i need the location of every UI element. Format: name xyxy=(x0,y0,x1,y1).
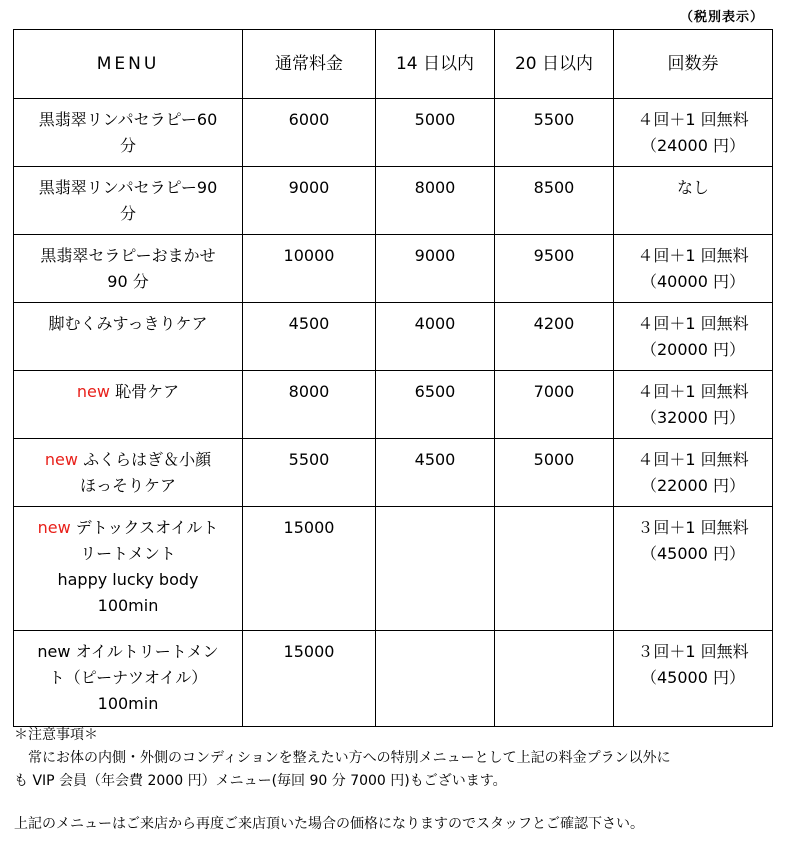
coupon-cell xyxy=(614,439,773,507)
menu-name-line: 恥骨ケア xyxy=(115,382,180,401)
menu-name-line: 100min xyxy=(97,694,159,713)
menu-name-cell xyxy=(14,631,243,727)
notes-line-3: 上記のメニューはご来店から再度ご来店頂いた場合の価格になりますのでスタッフとご確認下さい。 xyxy=(14,816,644,832)
menu-name-line: 90 分 xyxy=(107,272,149,291)
menu-name-line: オイルトリートメン xyxy=(75,642,219,661)
coupon-line: ３回＋1 回無料 xyxy=(637,518,749,537)
coupon-line: （22000 円） xyxy=(641,476,745,495)
within-14-price-cell: 9000 xyxy=(376,235,495,303)
notes-line-2: も VIP 会員（年会費 2000 円）メニュー(毎回 90 分 7000 円)もございます。 xyxy=(14,773,507,789)
within-20-price-cell: 8500 xyxy=(495,167,614,235)
menu-name-cell xyxy=(14,303,243,371)
menu-name-line: リートメント xyxy=(80,544,176,563)
menu-name-cell xyxy=(14,235,243,303)
table-row xyxy=(14,167,773,235)
coupon-line: なし xyxy=(676,178,709,197)
table-row xyxy=(14,439,773,507)
within-20-price-cell xyxy=(495,631,614,727)
coupon-line: （45000 円） xyxy=(641,668,745,687)
coupon-line: （45000 円） xyxy=(641,544,745,563)
coupon-cell xyxy=(614,631,773,727)
coupon-cell xyxy=(614,99,773,167)
within-20-price-cell: 4200 xyxy=(495,303,614,371)
within-14-price-cell xyxy=(376,631,495,727)
menu-name-line: 分 xyxy=(119,204,136,223)
menu-name-line: ふくらはぎ＆小顔 xyxy=(83,450,212,469)
menu-name-line: 黒翡翠セラピーおまかせ xyxy=(40,246,216,265)
within-14-price-cell: 6500 xyxy=(376,371,495,439)
regular-price-cell: 6000 xyxy=(243,99,376,167)
header-within-20-days: 20 日以内 xyxy=(495,30,614,99)
menu-name-line: デトックスオイルト xyxy=(75,518,219,537)
coupon-line: ４回＋1 回無料 xyxy=(637,110,749,129)
regular-price-cell: 5500 xyxy=(243,439,376,507)
menu-name-line: ト（ピーナツオイル） xyxy=(48,668,208,687)
menu-name-cell xyxy=(14,167,243,235)
coupon-line: ４回＋1 回無料 xyxy=(637,450,749,469)
regular-price-cell: 8000 xyxy=(243,371,376,439)
within-14-price-cell: 4500 xyxy=(376,439,495,507)
new-tag: new xyxy=(44,450,78,469)
regular-price-cell: 10000 xyxy=(243,235,376,303)
new-tag: new xyxy=(37,642,71,661)
coupon-cell xyxy=(614,303,773,371)
within-14-price-cell: 8000 xyxy=(376,167,495,235)
within-14-price-cell: 5000 xyxy=(376,99,495,167)
within-20-price-cell: 5000 xyxy=(495,439,614,507)
within-20-price-cell xyxy=(495,507,614,631)
table-row xyxy=(14,303,773,371)
regular-price-cell: 4500 xyxy=(243,303,376,371)
menu-name-line: 黒翡翠リンパセラピー60 xyxy=(38,110,218,129)
menu-name-cell xyxy=(14,439,243,507)
notes-title: ＊注意事項＊ xyxy=(14,727,98,743)
coupon-line: （40000 円） xyxy=(641,272,745,291)
coupon-line: （24000 円） xyxy=(641,136,745,155)
regular-price-cell: 15000 xyxy=(243,631,376,727)
coupon-line: ４回＋1 回無料 xyxy=(637,246,749,265)
coupon-line: ４回＋1 回無料 xyxy=(637,382,749,401)
menu-name-line: 分 xyxy=(119,136,136,155)
table-row xyxy=(14,371,773,439)
coupon-line: ４回＋1 回無料 xyxy=(637,314,749,333)
header-regular-price: 通常料金 xyxy=(243,30,376,99)
price-table xyxy=(13,29,773,727)
table-row xyxy=(14,631,773,727)
menu-name-cell xyxy=(14,371,243,439)
menu-name-cell xyxy=(14,507,243,631)
menu-name-line: happy lucky body xyxy=(57,570,199,589)
menu-name-cell xyxy=(14,99,243,167)
header-within-14-days: 14 日以内 xyxy=(376,30,495,99)
notes-line-1: 常にお体の内側・外側のコンディションを整えたい方への特別メニューとして上記の料金プラン以外に xyxy=(14,750,671,766)
menu-name-line: 脚むくみすっきりケア xyxy=(48,314,208,333)
menu-name-line: 100min xyxy=(97,596,159,615)
table-row xyxy=(14,507,773,631)
within-20-price-cell: 9500 xyxy=(495,235,614,303)
coupon-cell xyxy=(614,167,773,235)
coupon-line: （20000 円） xyxy=(641,340,745,359)
within-14-price-cell: 4000 xyxy=(376,303,495,371)
within-14-price-cell xyxy=(376,507,495,631)
header-coupon: 回数券 xyxy=(614,30,773,99)
table-row xyxy=(14,99,773,167)
new-tag: new xyxy=(37,518,71,537)
regular-price-cell: 15000 xyxy=(243,507,376,631)
coupon-cell xyxy=(614,235,773,303)
table-row xyxy=(14,235,773,303)
menu-name-line: 黒翡翠リンパセラピー90 xyxy=(38,178,218,197)
new-tag: new xyxy=(76,382,110,401)
header-menu: MENU xyxy=(14,30,243,99)
coupon-line: ３回＋1 回無料 xyxy=(637,642,749,661)
within-20-price-cell: 7000 xyxy=(495,371,614,439)
notes-section xyxy=(14,724,776,836)
coupon-line: （32000 円） xyxy=(641,408,745,427)
regular-price-cell: 9000 xyxy=(243,167,376,235)
tax-note: （税別表示） xyxy=(679,10,764,25)
coupon-cell xyxy=(614,371,773,439)
header-row xyxy=(14,30,773,99)
within-20-price-cell: 5500 xyxy=(495,99,614,167)
coupon-cell xyxy=(614,507,773,631)
menu-name-line: ほっそりケア xyxy=(79,476,176,495)
